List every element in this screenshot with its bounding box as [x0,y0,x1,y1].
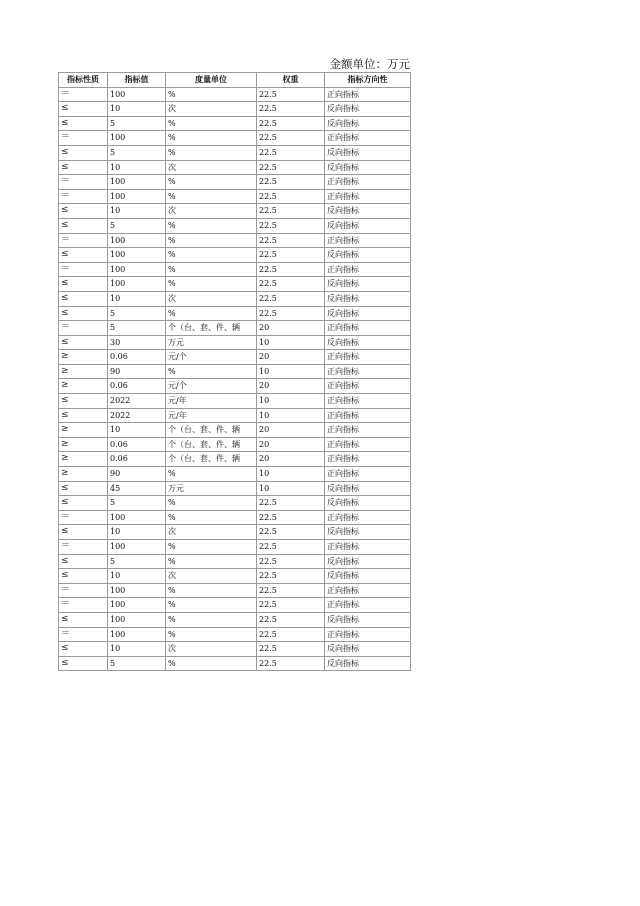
cell-indicator-value: 90 [108,467,166,482]
table-row [59,218,411,233]
cell-indicator-nature: ≤ [59,569,108,584]
cell-weight: 22.5 [257,233,325,248]
cell-weight: 22.5 [257,131,325,146]
cell-indicator-value: 100 [108,598,166,613]
cell-indicator-direction: 反向指标 [325,642,411,657]
cell-indicator-value: 10 [108,423,166,438]
cell-indicator-nature: ＝ [59,262,108,277]
cell-indicator-nature: ≤ [59,525,108,540]
cell-indicator-value: 100 [108,87,166,102]
cell-indicator-direction: 正向指标 [325,452,411,467]
cell-indicator-nature: ≥ [59,350,108,365]
table-row [59,612,411,627]
cell-indicator-nature: ≤ [59,160,108,175]
cell-measure-unit: % [166,248,257,263]
table-row [59,87,411,102]
table-row [59,262,411,277]
table-row [59,452,411,467]
table-row [59,277,411,292]
cell-indicator-value: 100 [108,233,166,248]
cell-indicator-nature: ≤ [59,102,108,117]
cell-indicator-direction: 反向指标 [325,248,411,263]
cell-measure-unit: % [166,612,257,627]
table-row [59,350,411,365]
cell-indicator-direction: 正向指标 [325,437,411,452]
table-row [59,656,411,671]
cell-measure-unit: % [166,189,257,204]
cell-indicator-nature: ≤ [59,656,108,671]
cell-weight: 22.5 [257,204,325,219]
table-row [59,145,411,160]
cell-indicator-direction: 正向指标 [325,350,411,365]
table-row [59,248,411,263]
cell-measure-unit: % [166,496,257,511]
table-row [59,394,411,409]
cell-indicator-direction: 反向指标 [325,160,411,175]
cell-weight: 22.5 [257,248,325,263]
cell-indicator-value: 5 [108,218,166,233]
cell-measure-unit: % [166,145,257,160]
cell-indicator-nature: ≤ [59,554,108,569]
table-row [59,510,411,525]
cell-indicator-direction: 正向指标 [325,540,411,555]
cell-indicator-direction: 正向指标 [325,394,411,409]
cell-indicator-direction: 反向指标 [325,291,411,306]
cell-measure-unit: % [166,467,257,482]
cell-weight: 10 [257,481,325,496]
cell-indicator-nature: ＝ [59,321,108,336]
cell-indicator-nature: ≥ [59,364,108,379]
table-row [59,233,411,248]
cell-indicator-nature: ≥ [59,437,108,452]
cell-indicator-value: 100 [108,131,166,146]
cell-indicator-nature: ≤ [59,612,108,627]
cell-indicator-nature: ＝ [59,583,108,598]
cell-measure-unit: 个（台、套、件、辆 [166,452,257,467]
cell-weight: 10 [257,408,325,423]
cell-indicator-value: 10 [108,525,166,540]
cell-indicator-value: 100 [108,627,166,642]
cell-weight: 22.5 [257,642,325,657]
cell-indicator-value: 10 [108,569,166,584]
cell-weight: 22.5 [257,189,325,204]
cell-indicator-nature: ≤ [59,248,108,263]
cell-indicator-direction: 反向指标 [325,145,411,160]
cell-weight: 20 [257,423,325,438]
cell-weight: 22.5 [257,612,325,627]
cell-indicator-value: 0.06 [108,379,166,394]
table-row [59,540,411,555]
table-row [59,437,411,452]
cell-measure-unit: % [166,87,257,102]
cell-measure-unit: 元/年 [166,408,257,423]
cell-indicator-value: 100 [108,248,166,263]
cell-indicator-value: 5 [108,321,166,336]
cell-indicator-direction: 正向指标 [325,321,411,336]
cell-indicator-value: 5 [108,554,166,569]
table-row [59,554,411,569]
cell-indicator-direction: 正向指标 [325,510,411,525]
table-row [59,364,411,379]
table-row [59,467,411,482]
cell-indicator-nature: ＝ [59,175,108,190]
table-row [59,306,411,321]
cell-indicator-nature: ＝ [59,233,108,248]
cell-indicator-value: 100 [108,612,166,627]
cell-measure-unit: 万元 [166,335,257,350]
cell-weight: 20 [257,452,325,467]
table-row [59,481,411,496]
cell-weight: 22.5 [257,262,325,277]
cell-measure-unit: 次 [166,204,257,219]
cell-indicator-direction: 反向指标 [325,306,411,321]
cell-indicator-value: 5 [108,306,166,321]
cell-measure-unit: 次 [166,291,257,306]
cell-indicator-nature: ≤ [59,394,108,409]
cell-indicator-value: 0.06 [108,350,166,365]
cell-weight: 10 [257,335,325,350]
cell-weight: 20 [257,350,325,365]
table-row [59,423,411,438]
cell-indicator-value: 100 [108,510,166,525]
cell-indicator-nature: ≤ [59,218,108,233]
cell-indicator-value: 100 [108,277,166,292]
cell-indicator-nature: ≤ [59,291,108,306]
cell-measure-unit: 万元 [166,481,257,496]
cell-indicator-nature: ≤ [59,496,108,511]
cell-indicator-direction: 正向指标 [325,175,411,190]
cell-weight: 22.5 [257,306,325,321]
cell-measure-unit: 次 [166,569,257,584]
table-row [59,335,411,350]
cell-indicator-value: 5 [108,496,166,511]
cell-indicator-nature: ≤ [59,335,108,350]
cell-weight: 22.5 [257,116,325,131]
cell-weight: 22.5 [257,496,325,511]
cell-indicator-value: 10 [108,160,166,175]
cell-indicator-direction: 正向指标 [325,87,411,102]
cell-weight: 22.5 [257,510,325,525]
cell-weight: 22.5 [257,218,325,233]
cell-indicator-value: 100 [108,175,166,190]
cell-weight: 22.5 [257,569,325,584]
cell-measure-unit: 次 [166,160,257,175]
table-body [59,87,411,671]
table-row [59,291,411,306]
cell-weight: 22.5 [257,656,325,671]
header-indicator-value: 指标值 [108,73,166,88]
cell-indicator-direction: 正向指标 [325,583,411,598]
cell-indicator-value: 5 [108,116,166,131]
cell-weight: 10 [257,467,325,482]
table-row [59,408,411,423]
table-row [59,131,411,146]
cell-indicator-value: 100 [108,262,166,277]
table-header-row [59,73,411,88]
cell-measure-unit: % [166,583,257,598]
table-row [59,379,411,394]
cell-indicator-nature: ＝ [59,627,108,642]
cell-indicator-direction: 正向指标 [325,189,411,204]
cell-measure-unit: % [166,306,257,321]
table-row [59,642,411,657]
cell-indicator-value: 100 [108,189,166,204]
cell-indicator-nature: ≥ [59,452,108,467]
table-row [59,189,411,204]
indicator-table [58,72,411,671]
header-indicator-nature: 指标性质 [59,73,108,88]
cell-indicator-nature: ≥ [59,423,108,438]
table-row [59,598,411,613]
cell-indicator-value: 0.06 [108,452,166,467]
cell-indicator-value: 2022 [108,408,166,423]
cell-measure-unit: % [166,277,257,292]
cell-indicator-direction: 反向指标 [325,554,411,569]
cell-indicator-value: 10 [108,291,166,306]
cell-indicator-nature: ≤ [59,306,108,321]
cell-indicator-nature: ＝ [59,598,108,613]
cell-indicator-value: 30 [108,335,166,350]
cell-indicator-nature: ≤ [59,204,108,219]
amount-unit-note: 金额单位：万元 [329,57,410,71]
cell-measure-unit: % [166,540,257,555]
cell-indicator-direction: 反向指标 [325,204,411,219]
table-row [59,525,411,540]
cell-indicator-value: 90 [108,364,166,379]
cell-indicator-value: 0.06 [108,437,166,452]
table-row [59,116,411,131]
cell-measure-unit: 元/年 [166,394,257,409]
table-row [59,583,411,598]
cell-weight: 20 [257,321,325,336]
cell-measure-unit: % [166,218,257,233]
cell-indicator-direction: 反向指标 [325,218,411,233]
cell-indicator-nature: ≤ [59,481,108,496]
cell-weight: 10 [257,394,325,409]
cell-indicator-direction: 反向指标 [325,656,411,671]
cell-measure-unit: % [166,554,257,569]
cell-measure-unit: 次 [166,102,257,117]
cell-weight: 20 [257,379,325,394]
table-row [59,175,411,190]
cell-indicator-direction: 反向指标 [325,496,411,511]
cell-indicator-nature: ＝ [59,87,108,102]
cell-weight: 22.5 [257,598,325,613]
cell-indicator-direction: 反向指标 [325,335,411,350]
cell-indicator-nature: ＝ [59,131,108,146]
cell-measure-unit: % [166,364,257,379]
cell-measure-unit: % [166,233,257,248]
cell-indicator-nature: ≤ [59,642,108,657]
cell-indicator-direction: 反向指标 [325,102,411,117]
cell-indicator-nature: ＝ [59,189,108,204]
cell-indicator-value: 5 [108,656,166,671]
cell-indicator-value: 45 [108,481,166,496]
cell-indicator-nature: ≤ [59,145,108,160]
cell-indicator-nature: ＝ [59,510,108,525]
table-row [59,496,411,511]
cell-weight: 20 [257,437,325,452]
table-row [59,204,411,219]
cell-measure-unit: % [166,116,257,131]
cell-measure-unit: % [166,510,257,525]
cell-indicator-value: 100 [108,540,166,555]
cell-indicator-nature: ≤ [59,408,108,423]
cell-measure-unit: 个（台、套、件、辆 [166,423,257,438]
cell-measure-unit: 个（台、套、件、辆 [166,437,257,452]
cell-indicator-value: 100 [108,583,166,598]
cell-weight: 22.5 [257,87,325,102]
cell-measure-unit: % [166,262,257,277]
table-row [59,160,411,175]
cell-weight: 10 [257,364,325,379]
cell-indicator-direction: 正向指标 [325,364,411,379]
cell-indicator-value: 5 [108,145,166,160]
cell-indicator-direction: 正向指标 [325,627,411,642]
cell-indicator-value: 2022 [108,394,166,409]
table-row [59,569,411,584]
cell-indicator-direction: 正向指标 [325,262,411,277]
cell-weight: 22.5 [257,277,325,292]
header-measure-unit: 度量单位 [166,73,257,88]
cell-indicator-value: 10 [108,204,166,219]
cell-weight: 22.5 [257,291,325,306]
cell-weight: 22.5 [257,540,325,555]
cell-indicator-direction: 正向指标 [325,467,411,482]
cell-indicator-direction: 正向指标 [325,131,411,146]
table-row [59,321,411,336]
cell-measure-unit: 元/个 [166,350,257,365]
header-weight: 权重 [257,73,325,88]
cell-weight: 22.5 [257,525,325,540]
cell-measure-unit: 次 [166,642,257,657]
table-row [59,627,411,642]
cell-measure-unit: % [166,627,257,642]
cell-measure-unit: 次 [166,525,257,540]
cell-measure-unit: 元/个 [166,379,257,394]
cell-indicator-direction: 反向指标 [325,525,411,540]
cell-indicator-direction: 正向指标 [325,408,411,423]
cell-weight: 22.5 [257,554,325,569]
cell-indicator-nature: ≤ [59,277,108,292]
cell-measure-unit: % [166,131,257,146]
cell-indicator-nature: ＝ [59,540,108,555]
cell-measure-unit: % [166,656,257,671]
cell-weight: 22.5 [257,102,325,117]
cell-indicator-direction: 反向指标 [325,116,411,131]
cell-indicator-direction: 正向指标 [325,379,411,394]
cell-indicator-direction: 正向指标 [325,598,411,613]
table-row [59,102,411,117]
header-indicator-direction: 指标方向性 [325,73,411,88]
cell-indicator-direction: 正向指标 [325,233,411,248]
cell-indicator-nature: ≤ [59,116,108,131]
cell-weight: 22.5 [257,583,325,598]
cell-indicator-value: 10 [108,102,166,117]
cell-indicator-direction: 正向指标 [325,423,411,438]
cell-indicator-direction: 反向指标 [325,481,411,496]
cell-measure-unit: % [166,598,257,613]
cell-indicator-direction: 反向指标 [325,612,411,627]
cell-measure-unit: % [166,175,257,190]
cell-indicator-value: 10 [108,642,166,657]
cell-indicator-nature: ≥ [59,467,108,482]
cell-indicator-direction: 反向指标 [325,569,411,584]
cell-measure-unit: 个（台、套、件、辆 [166,321,257,336]
cell-weight: 22.5 [257,160,325,175]
cell-indicator-nature: ≥ [59,379,108,394]
cell-indicator-direction: 反向指标 [325,277,411,292]
cell-weight: 22.5 [257,145,325,160]
cell-weight: 22.5 [257,627,325,642]
cell-weight: 22.5 [257,175,325,190]
